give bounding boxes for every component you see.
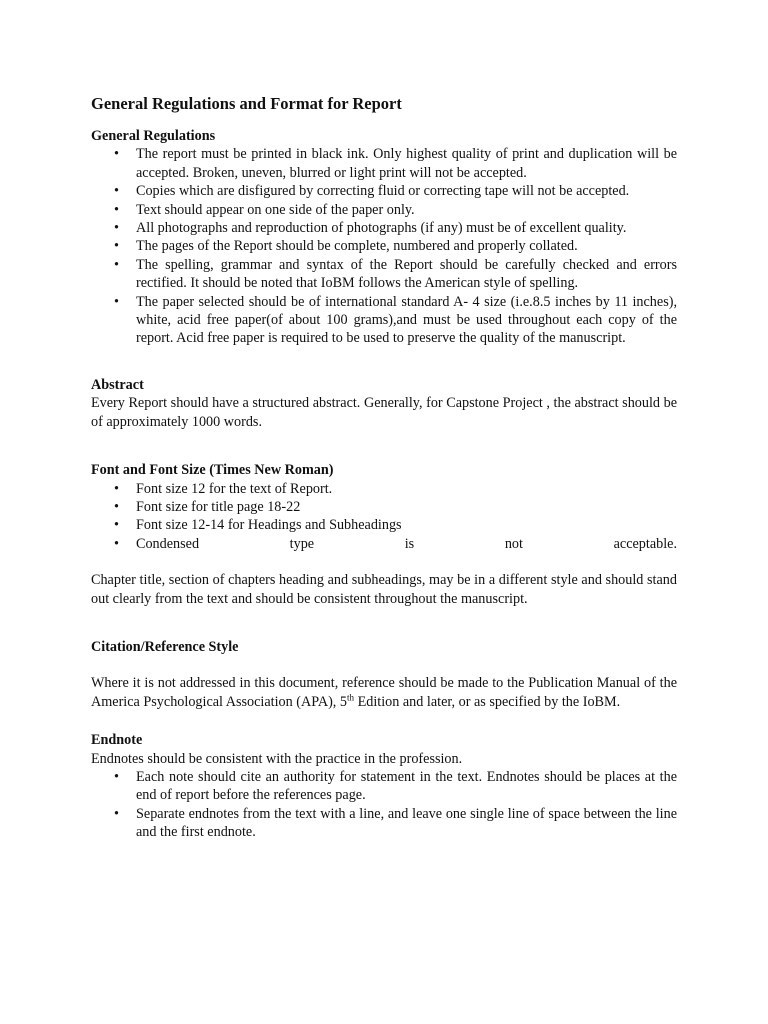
citation-paragraph: [91, 674, 677, 711]
list-item: • Each note should cite an authority for statement in the text. Endnotes should be places at the end of report before the references page.: [91, 768, 677, 805]
list-item: • Font size 12 for the text of Report.: [91, 480, 677, 498]
document-title: General Regulations and Format for Report: [91, 94, 402, 113]
list-item: • Font size for title page 18-22: [91, 498, 677, 516]
document-page: [91, 94, 677, 842]
list-item: • Condensed type is not acceptable.: [91, 535, 677, 553]
section-heading-endnote: Endnote: [91, 732, 143, 749]
section-heading-citation: Citation/Reference Style: [91, 638, 239, 655]
endnote-intro: Endnotes should be consistent with the practice in the profession.: [91, 750, 463, 767]
list-item: • All photographs and reproduction of photographs (if any) must be of excellent quality.: [91, 219, 677, 237]
citation-superscript: th: [347, 692, 355, 703]
abstract-paragraph: Every Report should have a structured abstract. Generally, for Capstone Project , the abstract should be of approximately 1000 words.: [91, 395, 677, 430]
list-item: • The spelling, grammar and syntax of the Report should be carefully checked and errors rectified. It should be noted that IoBM follows the American style of spelling.: [91, 256, 677, 293]
citation-text-before: Where it is not addressed in this document, reference should be made to the Publication Manual of the America Psychological Association (APA), 5: [91, 675, 677, 710]
font-style-paragraph: Chapter title, section of chapters heading and subheadings, may be in a different style and should stand out clearly from the text and should be consistent throughout the manuscript.: [91, 572, 677, 607]
citation-text-after: Edition and later, or as specified by the IoBM.: [354, 693, 621, 710]
section-heading-abstract: Abstract: [91, 376, 144, 393]
list-item: • Font size 12-14 for Headings and Subheadings: [91, 516, 677, 534]
list-item: • The paper selected should be of international standard A- 4 size (i.e.8.5 inches by 11 inches), white, acid free paper(of about 100 grams),and must be used throughout each copy of the report. Acid free paper is required to be used to preserve the quality of the manuscript.: [91, 293, 677, 348]
endnote-list: [91, 768, 677, 842]
list-item: • Separate endnotes from the text with a line, and leave one single line of space between the line and the first endnote.: [91, 805, 677, 842]
list-item: • Copies which are disfigured by correcting fluid or correcting tape will not be accepted.: [91, 182, 677, 200]
list-item: • Text should appear on one side of the paper only.: [91, 201, 677, 219]
section-heading-general-regulations: General Regulations: [91, 128, 216, 144]
font-list: [91, 480, 677, 554]
list-item: • The pages of the Report should be complete, numbered and properly collated.: [91, 237, 677, 255]
section-heading-font: Font and Font Size (Times New Roman): [91, 462, 334, 479]
general-regulations-list: [91, 145, 677, 347]
list-item: • The report must be printed in black ink. Only highest quality of print and duplication will be accepted. Broken, uneven, blurred or light print will not be accepted.: [91, 145, 677, 182]
